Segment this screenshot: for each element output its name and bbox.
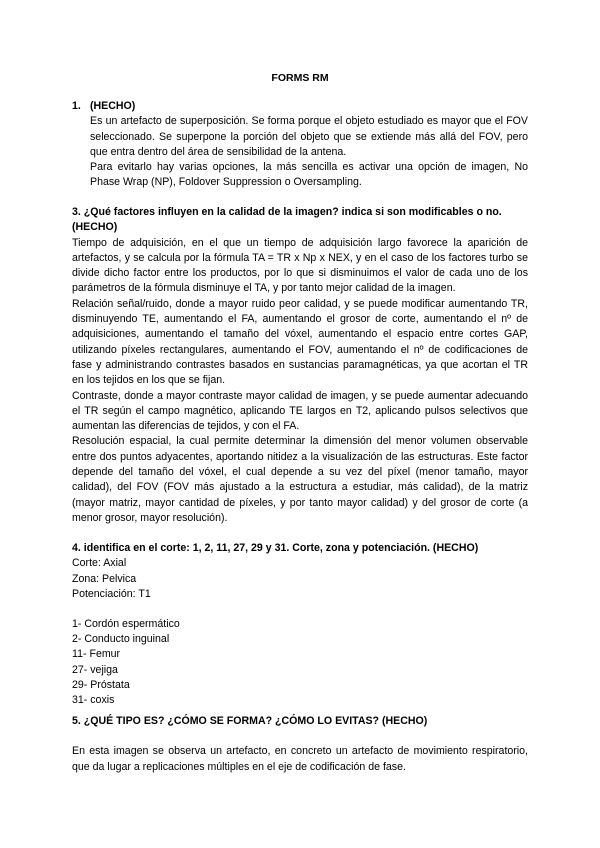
section-5 xyxy=(72,714,528,775)
section-4-number: 4. xyxy=(72,542,81,554)
section-1-heading xyxy=(72,99,528,114)
section-3-paragraph: Contraste, donde a mayor contraste mayor calidad de imagen, y se puede aumentar adecuando el TR según el campo magnético, aplicando TE largos en T2, aplicando pulsos selectivos que aumentan las diferencias de tejidos, y con el FA. xyxy=(72,389,528,433)
document-title: FORMS RM xyxy=(271,72,329,84)
section-3-paragraph: Relación señal/ruido, donde a mayor ruido peor calidad, y se puede modificar aumentando TR, disminuyendo TE, aumentando el FA, aumentando el grosor de corte, aumentando el nº de adquisiciones, aumentando el tamaño del vóxel, aumentando el espacio entre cortes GAP, utilizando píxeles rectangulares, aumentando el FOV, aumentando el nº de codificaciones de fase y administrando contrastes basados en sustancias paramagnéticas, ya que acortan el TR en los tejidos en los que se fijan. xyxy=(72,297,528,387)
section-4-meta-corte: Corte: Axial xyxy=(72,557,127,570)
section-1 xyxy=(72,99,528,191)
section-4-heading-text: identifica en el corte: 1, 2, 11, 27, 29 y 31. Corte, zona y potenciación. (HECHO) xyxy=(83,542,479,554)
section-1-paragraph: Es un artefacto de superposición. Se forma porque el objeto estudiado es mayor que el FOV seleccionado. Se superpone la porción del objeto que se extiende más allá del FOV, pero que entra dentro del área de sensibilidad de la antena. xyxy=(90,115,528,158)
section-4 xyxy=(72,541,528,708)
section-3-paragraph: Resolución espacial, la cual permite determinar la dimensión del menor volumen observable entre dos puntos adyacentes, aportando nitidez a la visualización de las estructuras. Este factor depende del tamaño del vóxel, el cual depende a su vez del píxel (menor tamaño, mayor calidad), del FOV (FOV más ajustado a la estructura a estudiar, más calidad), de la matriz (mayor matriz, mayor cantidad de píxeles, y por tanto mayor calidad) y del grosor de corte (a menor grosor, mayor resolución). xyxy=(72,435,528,524)
list-item: 11- Femur xyxy=(72,648,121,661)
section-4-heading xyxy=(72,541,528,556)
section-3 xyxy=(72,205,528,526)
list-item: 2- Conducto inguinal xyxy=(72,633,170,646)
section-1-number: 1. xyxy=(72,100,81,112)
list-item: 29- Próstata xyxy=(72,678,130,691)
section-4-meta-potenciacion: Potenciación: T1 xyxy=(72,587,151,600)
section-3-heading: 3. ¿Qué factores influyen en la calidad de la imagen? indica si son modificables o no. (HECHO) xyxy=(72,206,502,234)
list-item: 1- Cordón espermático xyxy=(72,617,180,630)
list-item: 27- vejiga xyxy=(72,663,118,676)
section-3-paragraph: Tiempo de adquisición, en el que un tiempo de adquisición largo favorece la aparición de artefactos, y se calcula por la fórmula TA = TR x Np x NEX, y en el caso de los factores turbo se divide dicho factor entre los productos, por lo que si disminuimos el valor de cada uno de los parámetros de la fórmula disminuye el TA, y por tanto mejor calidad de la imagen. xyxy=(72,236,528,295)
section-1-paragraph: Para evitarlo hay varias opciones, la más sencilla es activar una opción de imagen, No Phase Wrap (NP), Foldover Suppression o Oversampling. xyxy=(90,161,528,189)
section-5-heading: 5. ¿QUÉ TIPO ES? ¿CÓMO SE FORMA? ¿CÓMO LO EVITAS? (HECHO) xyxy=(72,715,428,727)
section-5-paragraph: En esta imagen se observa un artefacto, en concreto un artefacto de movimiento respiratorio, que da lugar a replicaciones múltiples en el eje de codificación de fase. xyxy=(72,745,528,773)
list-item: 31- coxis xyxy=(72,693,115,706)
section-4-meta-zona: Zona: Pelvica xyxy=(72,572,137,585)
spacer xyxy=(72,729,528,744)
spacer xyxy=(72,602,528,617)
section-1-heading-text: (HECHO) xyxy=(90,100,136,112)
